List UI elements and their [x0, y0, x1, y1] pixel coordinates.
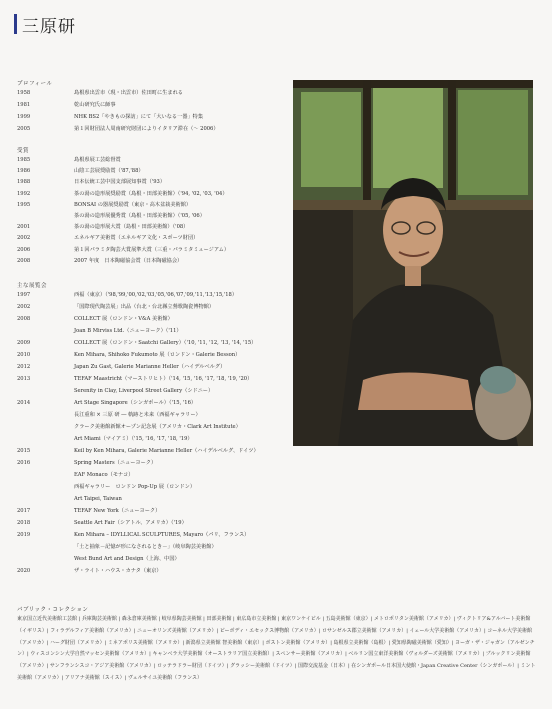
exhibitions-entry: TEFAF New York（ニューヨーク） — [74, 508, 161, 514]
exhibitions-year: 2016 — [17, 460, 31, 466]
profile-year: 1981 — [17, 102, 31, 108]
awards-entry: BONSAI の器展奨励賞（東京・高木盆栽美術館） — [74, 201, 192, 208]
public-collection-text: 東京国立近代美術館工芸館 | 兵庫陶芸美術館 | 森永倉庫美術館 | 岐阜県陶芸美術館 | 田部美術館 | 東広島市立美術館 | 東京ワンケイビル | 五島美術館（東京）| メトロポリタン美術館（アメリカ）| ヴィクトリア&アルバート美術館（イギリス）| フィラデルフィア美術館（アメリカ）| ニューオリンズ美術館（アメリカ）| ピーボディ・エセックス博物館（アメリカ）| ロサンゼルス郡立美術館（アメリカ）| イェール大学美術館（アメリカ）| コーネル大学美術館（アメリカ）| ハーグ財団（アメリカ）| ミネアポリス美術館（アメリカ）| 新潟県立美術館 智美術館（東京）| ボストン美術館（アメリカ）| 島根県立美術館（島根）| 愛知県陶磁美術館（愛知）| ヨーガ・ザ・ジャガン（アルゼンチン）| ウィスコンシン大学自然マッセン美術館（アメリカ）| キャンベラ大学美術館（オーストラリア国立美術館）| スペンサー美術館（アメリカ）| ベルリン国立東洋美術館（ヴォルダーズ美術館（アメリカ）| ブルックリン美術館（アメリカ）| サンフランシスコ・アジア美術館（アメリカ）| ロッテラドラー財団（ドイツ）| グラッシー美術館（ドイツ）| 国際交流基金（日本）| 在シンガポール日本国大使館・Japan Creative Center（シンガポール）| ミント美術館（アメリカ）| アリアナ美術館（スイス）| ヴェルサイユ美術館（フランス） — [17, 616, 536, 681]
exhibitions-entry: 「国際現代陶芸展」出品（台北・台北縣立鶯歌陶瓷博物館） — [74, 304, 215, 310]
awards-year: 1986 — [17, 168, 31, 175]
exhibitions-year: 2015 — [17, 448, 31, 454]
profile-entry: 第１回財団法人周南研究財団によりイタリア滞在（〜 2006） — [74, 126, 219, 132]
awards-year: 2002 — [17, 235, 31, 242]
exhibitions-entry: Art Miami（マイアミ）（'15, '16, '17, '18, '19） — [74, 436, 193, 442]
awards-heading: 受賞 — [17, 148, 30, 154]
awards-entry: 山陰工芸展奨励賞（'87,'88） — [74, 168, 144, 175]
exhibitions-entry: Keil by Ken Mihara, Galerie Marianne Heller（ハイデルベルグ、ドイツ） — [74, 448, 259, 454]
awards-year: 2006 — [17, 246, 31, 253]
exhibitions-entry: 「土と抽象－記憶が形になされるとき－」（岐阜陶芸美術館） — [74, 544, 217, 550]
awards-entry: エネルギア美術賞（エネルギア文化・スポーツ財団） — [74, 235, 199, 242]
awards-entry: 島根県展工芸総督賞 — [74, 157, 121, 163]
exhibitions-entry: Joan B Mirviss Ltd.（ニューヨーク）（'11） — [74, 328, 182, 334]
exhibitions-entry: Serenity in Clay, Liverpool Street Gallery（シドニー） — [74, 388, 214, 394]
page-title: 三原研 — [22, 17, 76, 37]
awards-year: 1995 — [17, 201, 31, 208]
exhibitions-year: 2018 — [17, 520, 31, 526]
exhibitions-entry: COLLECT 展（ロンドン・V&A 美術館） — [74, 316, 173, 322]
awards-year: 1988 — [17, 179, 31, 186]
exhibitions-entry: TEFAF Maastricht（マーストリヒト）（'14, '15, '16, '17, '18, '19, '20） — [74, 376, 253, 382]
awards-entry: 茶の湯の造形展奨励賞（島根・田部美術館）（'94, '02, '03, '04） — [74, 190, 228, 197]
profile-entry: 乾山研究氏に師事 — [74, 102, 116, 108]
exhibitions-entry: 西福ギャラリー ロンドン Pop-Up 展（ロンドン） — [74, 484, 196, 490]
exhibitions-year: 2008 — [17, 316, 31, 322]
exhibitions-entry: 長江重和 × 三原 研 ― 軌跡と未来（西福ギャラリー） — [74, 412, 201, 418]
exhibitions-year: 2014 — [17, 400, 31, 406]
exhibitions-entry: Art Stage Singapore（シンガポール）（'15, '16） — [74, 400, 197, 406]
awards-entry: 日本伝統工芸中国支部展知事賞（'93） — [74, 179, 166, 186]
exhibitions-entry: Ken Mihara – IDYLLICAL SCULPTURES, Mayaro（パリ、フランス） — [74, 532, 250, 538]
awards-entry: 第１回パラミタ陶芸大賞展準大賞（三重・パラミタミュージアム） — [74, 246, 230, 253]
exhibitions-year: 2013 — [17, 376, 31, 382]
exhibitions-year: 2019 — [17, 532, 31, 538]
exhibitions-entry: Seattle Art Fair（シアトル、アメリカ）（'19） — [74, 520, 187, 526]
exhibitions-entry: West Bund Art and Design（上海、中国） — [74, 556, 180, 562]
exhibitions-entry: Art Taipei, Taiwan — [74, 496, 122, 502]
awards-year: 1985 — [17, 157, 31, 163]
exhibitions-year: 2002 — [17, 304, 31, 310]
exhibitions-year: 2020 — [17, 568, 31, 574]
profile-entry: NHK BS2「やきもの探訪」にて「大いなる一器」特集 — [74, 114, 204, 120]
exhibitions-entry: Ken Mihara, Shihoko Fukumoto 展（ロンドン・Galerie Besson） — [74, 352, 241, 358]
exhibitions-heading: 主な展覧会 — [17, 283, 48, 289]
public-collection-heading: パブリック・コレクション — [17, 607, 89, 613]
exhibitions-year: 2012 — [17, 364, 31, 370]
exhibitions-entry: クラーク美術館新館オープン記念展（アメリカ・Clark Art Institute） — [74, 424, 241, 430]
exhibitions-year: 1997 — [17, 292, 31, 298]
exhibitions-year: 2009 — [17, 340, 31, 346]
exhibitions-entry: Spring Masters（ニューヨーク） — [74, 460, 157, 466]
awards-year: 1992 — [17, 190, 31, 197]
exhibitions-entry: COLLECT 展（ロンドン・Saatchi Gallery）（'10, '11, '12, '13, '14, '15） — [74, 340, 257, 346]
awards-entry: 茶の湯の造形展優秀賞（島根・田部美術館）（'05, '06） — [74, 213, 205, 219]
awards-entry: 茶の湯の造形展大賞（島根・田部美術館）（'08） — [74, 224, 189, 231]
profile-year: 2005 — [17, 126, 31, 132]
awards-year: 2001 — [17, 224, 31, 231]
exhibitions-entry: ザ・ライト・ハウス・カナタ（東京） — [74, 568, 162, 574]
exhibitions-entry: EAF Monaco（モナコ） — [74, 472, 134, 478]
exhibitions-entry: Japan Zu Gast, Galerie Marianne Heller（ハイデルベルグ） — [74, 364, 226, 370]
exhibitions-year: 2010 — [17, 352, 31, 358]
profile-entry: 島根県出雲市（現・出雲市）佐田町に生まれる — [74, 90, 183, 96]
awards-year: 2008 — [17, 257, 31, 264]
exhibitions-entry: 西福（東京）（'98,'99,'00,'02,'03,'05,'06,'07,'09,'11,'13,'15,'18） — [74, 292, 238, 298]
artist-portrait-photo — [293, 80, 533, 446]
profile-heading: プロフィール — [17, 81, 53, 87]
exhibitions-year: 2017 — [17, 508, 31, 514]
profile-year: 1958 — [17, 90, 31, 96]
title-accent-bar — [14, 14, 17, 34]
profile-year: 1999 — [17, 114, 31, 120]
awards-entry: 2007 年度 日本陶磁協会賞（日本陶磁協会） — [74, 257, 183, 264]
